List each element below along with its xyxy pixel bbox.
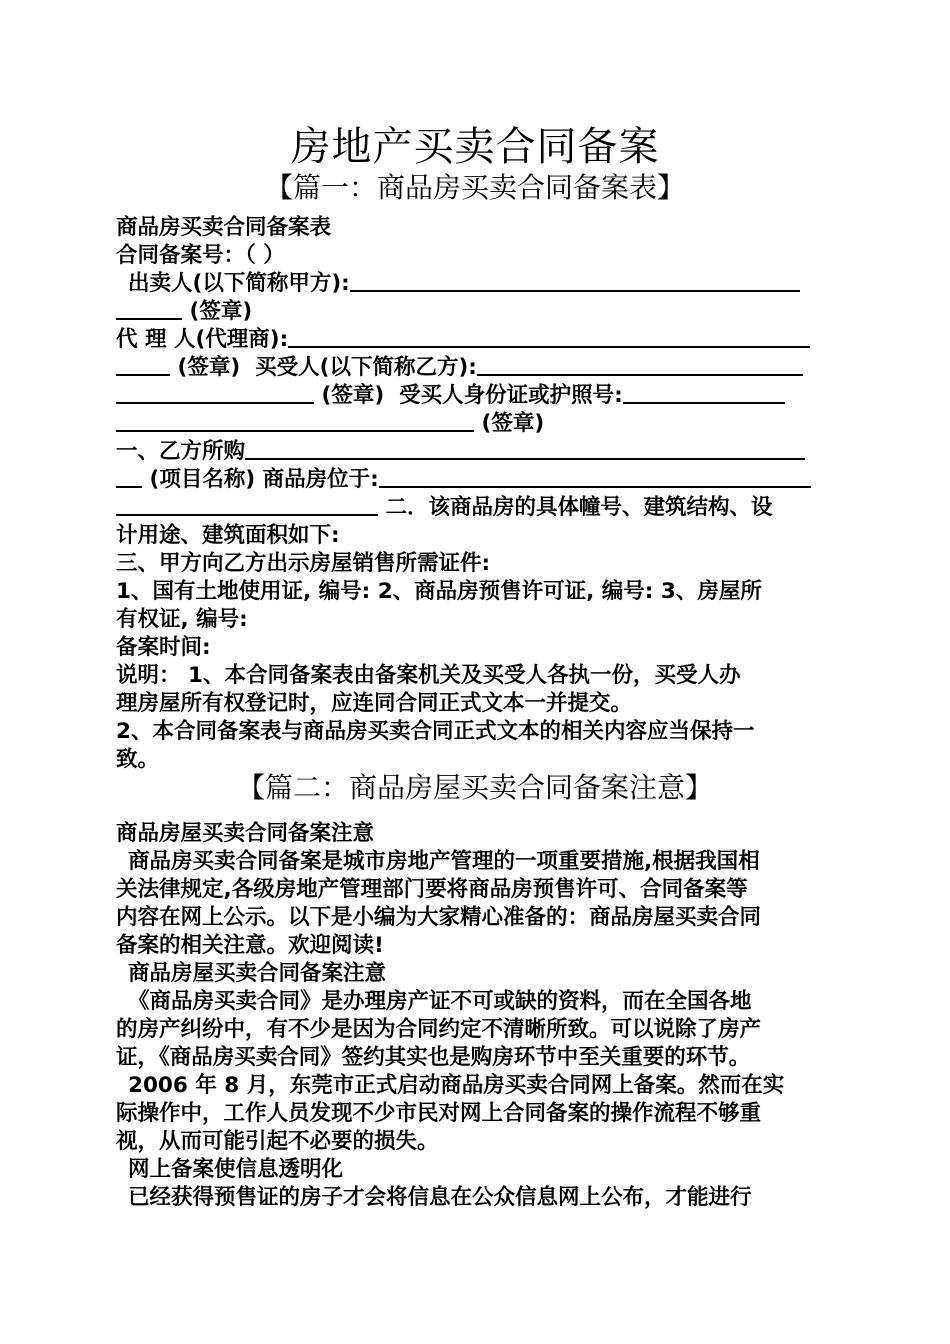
form-title: 商品房买卖合同备案表 <box>116 215 332 240</box>
note-line-1: 说明： 1、本合同备案表由备案机关及买受人各执一份，买受人办 <box>116 663 741 688</box>
documents-line: 三、甲方向乙方出示房屋销售所需证件: <box>116 551 491 576</box>
note-line-3: 2、本合同备案表与商品房买卖合同正式文本的相关内容应当保持一 <box>116 719 755 744</box>
buyer-id-line <box>116 382 836 410</box>
contract-number-line: 合同备案号：（ ） <box>116 243 285 268</box>
building-details-line <box>116 494 836 522</box>
note-line-4: 致。 <box>116 747 160 772</box>
buyer-id-label: 受买人身份证或护照号: <box>399 383 623 408</box>
seller-sign-label: (签章) <box>189 299 253 324</box>
article-para-3-line-2: 际操作中，工作人员发现不少市民对网上合同备案的操作流程不够重 <box>116 1101 762 1126</box>
buyer-blank <box>477 354 803 376</box>
certificates-line: 1、国有土地使用证, 编号: 2、商品房预售许可证, 编号: 3、房屋所 <box>116 579 762 604</box>
buyer-line <box>116 354 836 382</box>
buyer-id-sign-line <box>116 410 836 438</box>
agent-sign-blank <box>116 354 170 376</box>
building-details-label: 二．该商品房的具体幢号、建筑结构、设 <box>385 495 773 520</box>
buyer-label: 买受人(以下简称乙方): <box>255 355 477 380</box>
location-label: 商品房位于: <box>262 467 379 492</box>
agent-blank <box>288 326 810 348</box>
article-para-2-line-3: 证，《商品房买卖合同》签约其实也是购房环节中至关重要的环节。 <box>116 1045 751 1070</box>
purchase-line <box>116 438 836 466</box>
purchase-blank <box>245 438 805 460</box>
article-subtitle-2: 网上备案使信息透明化 <box>128 1157 344 1182</box>
agent-sign-label: (签章) <box>177 355 241 380</box>
agent-label: 代 理 人(代理商): <box>116 327 289 352</box>
buyer-sign-blank <box>116 382 314 404</box>
article-title: 商品房屋买卖合同备案注意 <box>116 821 375 846</box>
buyer-id-sign-blank <box>116 410 474 432</box>
project-name-blank <box>116 466 142 488</box>
section2-heading: 【篇二：商品房屋买卖合同备案注意】 <box>236 771 713 804</box>
article-para-1-line-3: 内容在网上公示。以下是小编为大家精心准备的：商品房屋买卖合同 <box>116 905 762 930</box>
agent-line <box>116 326 836 354</box>
buyer-id-sign-label: (签章) <box>481 411 545 436</box>
seller-label: 出卖人(以下简称甲方): <box>128 271 350 296</box>
seller-sign-blank <box>116 298 182 320</box>
building-usage-line: 计用途、建筑面积如下: <box>116 523 340 548</box>
article-para-1-line-2: 关法律规定,各级房地产管理部门要将商品房预售许可、合同备案等 <box>116 877 748 902</box>
location-line <box>116 466 836 494</box>
location-cont-blank <box>116 494 378 516</box>
document-title: 房地产买卖合同备案 <box>290 124 660 170</box>
article-subtitle-1: 商品房屋买卖合同备案注意 <box>128 961 387 986</box>
seller-sign-line <box>116 298 836 326</box>
project-name-label: (项目名称) <box>149 467 256 492</box>
article-para-2-line-1: 《商品房买卖合同》是办理房产证不可或缺的资料，而在全国各地 <box>128 989 752 1014</box>
seller-blank <box>350 270 800 292</box>
buyer-id-blank <box>623 382 785 404</box>
article-para-3-line-1: 2006 年 8 月，东莞市正式启动商品房买卖合同网上备案。然而在实 <box>128 1073 785 1098</box>
note-line-2: 理房屋所有权登记时，应连同合同正式文本一并提交。 <box>116 691 633 716</box>
article-para-3-line-3: 视，从而可能引起不必要的损失。 <box>116 1129 439 1154</box>
purchase-label: 一、乙方所购 <box>116 439 246 464</box>
buyer-sign-label: (签章) <box>321 383 385 408</box>
article-para-1-line-4: 备案的相关注意。欢迎阅读! <box>116 933 384 958</box>
article-para-1-line-1: 商品房买卖合同备案是城市房地产管理的一项重要措施,根据我国相 <box>128 849 760 874</box>
article-para-2-line-2: 的房产纠纷中，有不少是因为合同约定不清晰所致。可以说除了房产 <box>116 1017 762 1042</box>
seller-line <box>128 270 848 298</box>
article-para-4-line-1: 已经获得预售证的房子才会将信息在公众信息网上公布，才能进行 <box>128 1185 752 1210</box>
section1-heading: 【篇一：商品房买卖合同备案表】 <box>264 171 685 204</box>
location-blank <box>379 466 811 488</box>
filing-time-line: 备案时间: <box>116 635 211 660</box>
certificates-line-2: 有权证, 编号: <box>116 607 248 632</box>
